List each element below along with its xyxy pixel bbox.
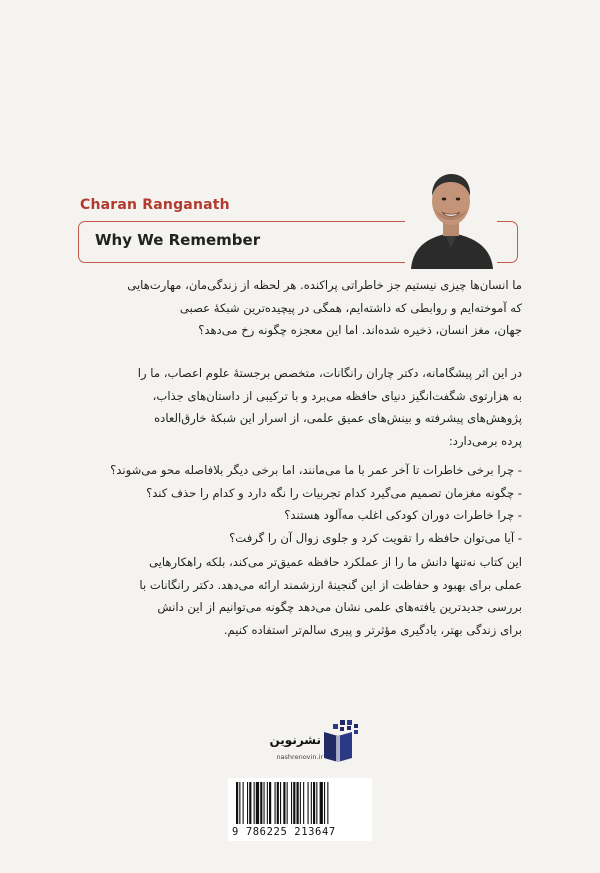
text-line: که آموخته‌ایم و روابطی که داشته‌ایم، همگی در پیچیده‌ترین شبکهٔ عصبی: [179, 300, 522, 315]
publisher-url: nashrenovin.ir: [276, 753, 323, 761]
text-line: ما انسان‌ها چیزی نیستیم جز خاطراتی پراکنده. هر لحظه از زندگی‌مان، مهارت‌هایی: [127, 278, 522, 292]
list-item: - چگونه مغزمان تصمیم می‌گیرد کدام تجربیات را نگه دارد و کدام را حذف کند؟: [146, 485, 522, 500]
isbn-barcode: [228, 778, 372, 841]
barcode-bars: [236, 782, 364, 826]
text-line: به هزارتوی شگفت‌انگیز دنیای حافظه می‌برد و با ترکیبی از داستان‌های جذاب،: [152, 388, 522, 403]
intro-paragraph: [78, 274, 522, 342]
author-name: Charan Ranganath: [80, 197, 230, 213]
text-line: عملی برای بهبود و حفاظت از این گنجینهٔ ارزشمند ارائه می‌دهد. دکتر رانگانات با: [139, 577, 522, 592]
isbn-number: 9 786225 213647: [232, 826, 336, 838]
text-line: جهان، مغز انسان، ذخیره شده‌اند. اما این معجزه چگونه رخ می‌دهد؟: [198, 323, 522, 337]
text-line: پژوهش‌های پیشرفته و بینش‌های عمیق علمی، از اسرار این شبکهٔ خارق‌العاده: [154, 411, 522, 425]
text-line: برای زندگی بهتر، یادگیری مؤثرتر و پیری سالم‌تر استفاده کنیم.: [223, 622, 522, 637]
list-item: - آیا می‌توان حافظه را تقویت کرد و جلوی زوال آن را گرفت؟: [229, 530, 522, 545]
list-item: - چرا خاطرات دوران کودکی اغلب مه‌آلود هستند؟: [284, 508, 522, 522]
text-line: در این اثر پیشگامانه، دکتر چاران رانگانات، متخصص برجستهٔ علوم اعصاب، ما را: [137, 366, 522, 380]
text-line: بررسی جدیدترین یافته‌های علمی نشان می‌دهد چگونه می‌توانیم از این دانش: [157, 600, 522, 614]
list-item: - چرا برخی خاطرات تا آخر عمر با ما می‌مانند، اما برخی دیگر بلافاصله محو می‌شوند؟: [110, 463, 522, 477]
publisher-name: نشرنوین: [269, 733, 321, 747]
author-portrait: [405, 168, 497, 269]
question-list: [78, 459, 522, 549]
text-line: این کتاب نه‌تنها دانش ما را از عملکرد حافظه عمیق‌تر می‌کند، بلکه راهکارهایی: [149, 555, 522, 569]
text-line: پرده برمی‌دارد:: [448, 433, 522, 448]
book-title: Why We Remember: [95, 231, 261, 249]
description-paragraph: [78, 362, 522, 452]
closing-paragraph: [78, 551, 522, 641]
